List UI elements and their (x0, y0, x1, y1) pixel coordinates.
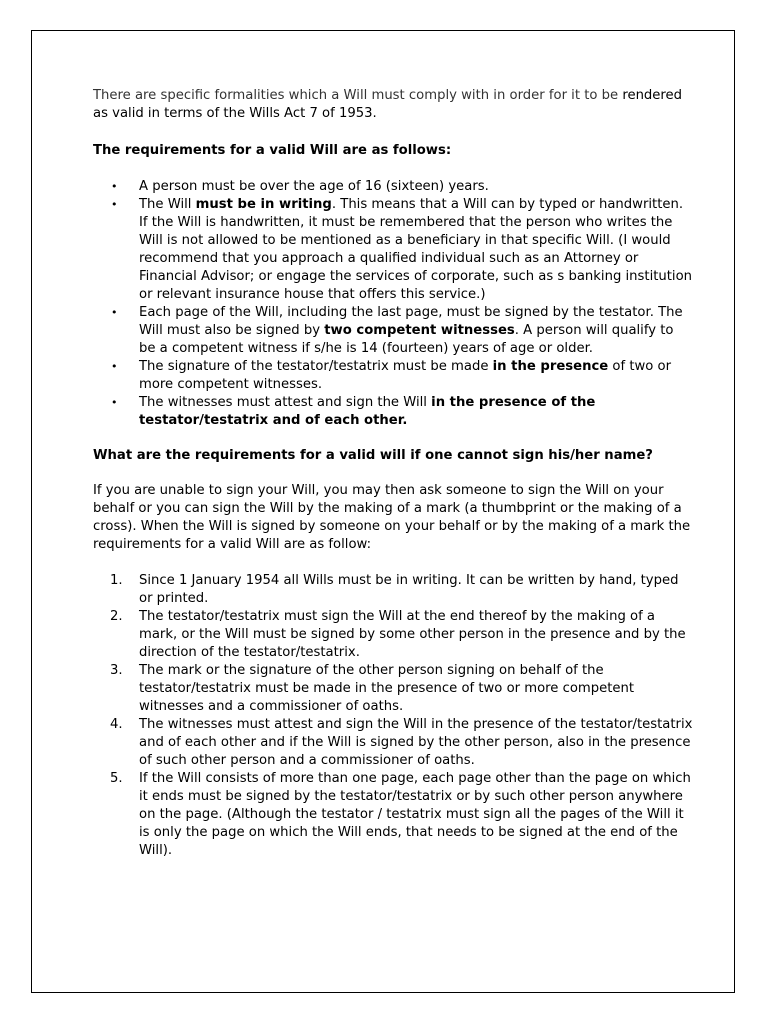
requirements-heading: The requirements for a valid Will are as follows: (93, 143, 452, 158)
list-item-text: Since 1 January 1954 all Wills must be in writing. It can be written by hand, typed or printed. (139, 573, 679, 606)
document-content (93, 87, 693, 860)
list-item-text: If the Will consists of more than one page, each page other than the page on which it ends must be signed by the testator/testatrix or by such other person anywhere on the page. (Although the testator / testatrix must sign all the pages of the Will it is only the page on which the Will ends, that needs to be signed at the end of the Will). (139, 771, 691, 858)
intro-paragraph (93, 87, 693, 123)
list-item-text: The witnesses must attest and sign the Will (139, 395, 432, 410)
list-item-number: 2. (110, 609, 123, 624)
list-item-bold-text: in the presence of the testator/testatrix and of each other. (139, 395, 596, 428)
list-item-text: . This means that a Will can by typed or handwritten. If the Will is handwritten, it must be remembered that the person who writes the Will is not allowed to be mentioned as a beneficiary in that specific Will. (I would recommend that you approach a qualified individual such as an Attorney or Financial Advisor; or engage the services of corporate, such as s banking institution or relevant insurance house that offers this service.) (139, 197, 693, 302)
list-item-text: The witnesses must attest and sign the Will in the presence of the testator/testatrix and of each other and if the Will is signed by the other person, also in the presence of such other person and a commissioner of oaths. (139, 717, 693, 768)
intro-text-part2: rendered as valid in terms of the Wills Act 7 of 1953. (93, 88, 683, 121)
list-item-bold-text: two competent witnesses (324, 323, 515, 338)
list-item-text: A person must be over the age of 16 (sixteen) years. (139, 179, 489, 194)
list-item (93, 716, 693, 770)
list-item-number: 3. (110, 663, 123, 678)
list-item-text: The Will (139, 197, 196, 212)
requirements-bullet-list (93, 178, 693, 430)
document-page (31, 30, 735, 993)
list-item (93, 196, 693, 304)
list-item (93, 358, 693, 394)
list-item-number: 1. (110, 573, 123, 588)
bullet-icon: • (111, 180, 118, 193)
bullet-icon: • (111, 306, 118, 319)
list-item-bold-text: in the presence (492, 359, 609, 374)
list-item-bold-text: must be in writing (195, 197, 332, 212)
list-item-text: The testator/testatrix must sign the Will at the end thereof by the making of a mark, or the Will must be signed by some other person in the presence and by the direction of the testator/testatrix. (139, 609, 686, 660)
list-item-text: of two or more competent witnesses. (139, 359, 672, 392)
list-item-text: . A person will qualify to be a competent witness if s/he is 14 (fourteen) years of age or older. (139, 323, 674, 356)
list-item (93, 572, 693, 608)
list-item-number: 5. (110, 771, 123, 786)
bullet-icon: • (111, 360, 118, 373)
list-item (93, 608, 693, 662)
list-item-number: 4. (110, 717, 123, 732)
list-item-text: The signature of the testator/testatrix must be made (139, 359, 493, 374)
list-item (93, 394, 693, 430)
list-item (93, 304, 693, 358)
list-item (93, 770, 693, 860)
cannot-sign-heading: What are the requirements for a valid will if one cannot sign his/her name? (93, 448, 653, 463)
list-item-text: Each page of the Will, including the last page, must be signed by the testator. The Will must also be signed by (139, 305, 683, 338)
bullet-icon: • (111, 396, 118, 409)
requirements-numbered-list (93, 572, 693, 860)
bullet-icon: • (111, 198, 118, 211)
list-item-text: The mark or the signature of the other person signing on behalf of the testator/testatrix must be made in the presence of two or more competent witnesses and a commissioner of oaths. (139, 663, 635, 714)
cannot-sign-paragraph: If you are unable to sign your Will, you may then ask someone to sign the Will on your behalf or you can sign the Will by the making of a mark (a thumbprint or the making of a cross). When the Will is signed by someone on your behalf or by the making of a mark the requirements for a valid Will are as follow: (93, 483, 691, 552)
intro-text-part1: There are specific formalities which a Will must comply with in order for it to be (93, 88, 623, 103)
list-item (93, 662, 693, 716)
list-item (93, 178, 693, 196)
